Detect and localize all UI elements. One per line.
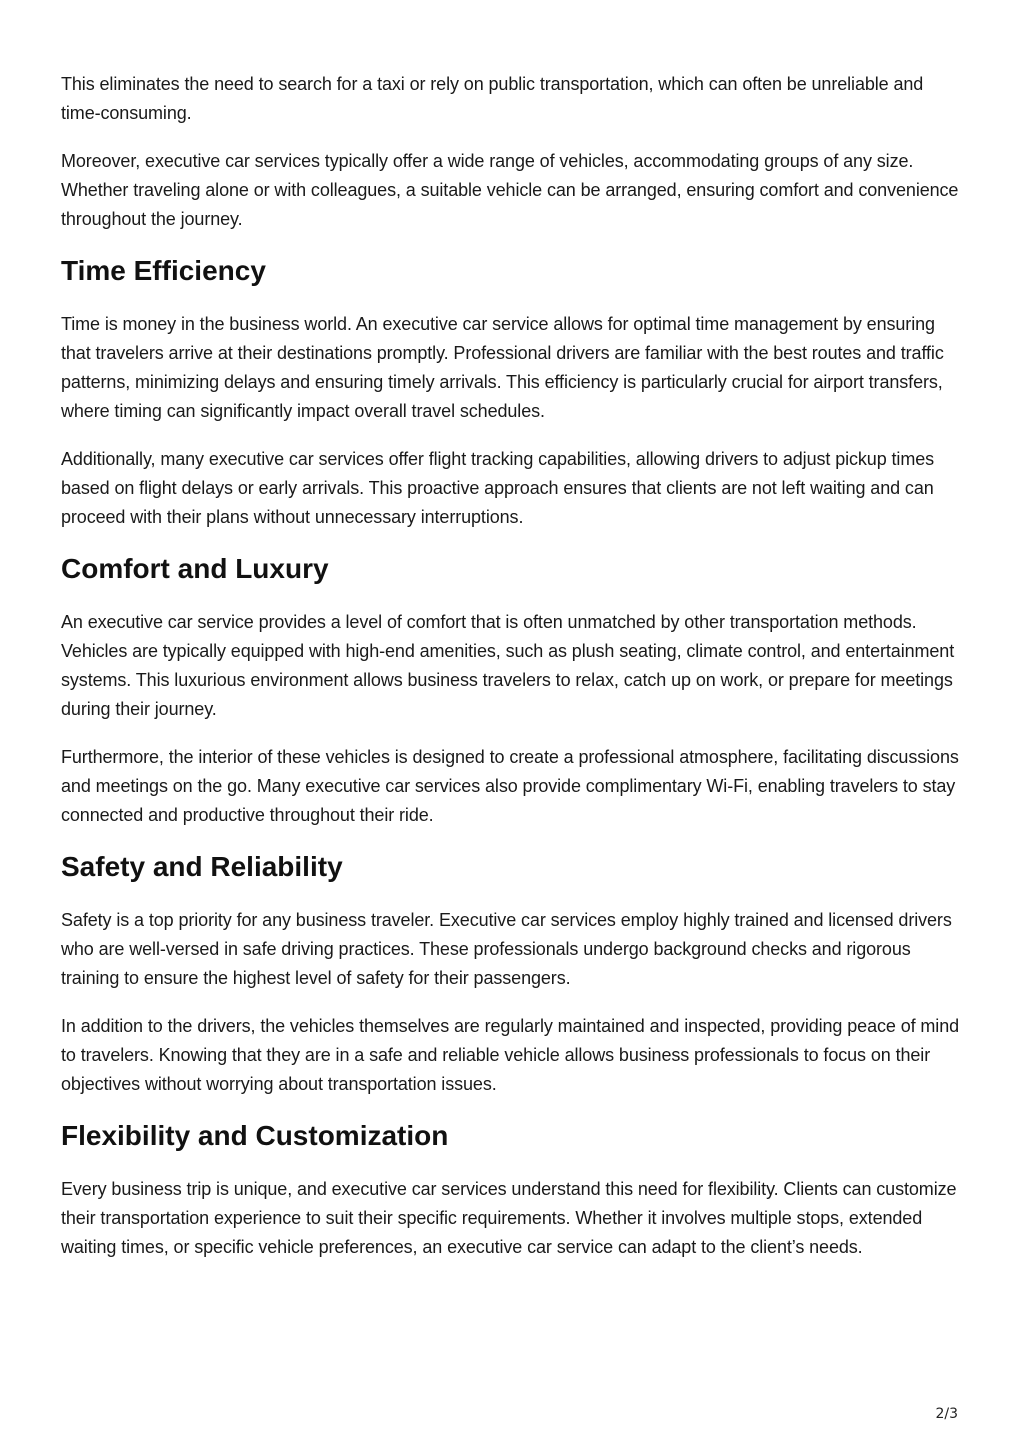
- section-paragraph: An executive car service provides a level of comfort that is often unmatched by other transportation methods. Vehicles are typically equipped with high-end amenities, such as plush seating, climate control, and entertainment systems. This luxurious environment allows business travelers to relax, catch up on work, or prepare for meetings during their journey.: [61, 612, 955, 719]
- section-safety-and-reliability: [61, 849, 966, 1099]
- document-page: [61, 70, 966, 1281]
- section-time-efficiency: [61, 253, 966, 532]
- section-paragraph: Safety is a top priority for any business traveler. Executive car services employ highly trained and licensed drivers who are well-versed in safe driving practices. These professionals undergo background checks and rigorous training to ensure the highest level of safety for their passengers.: [61, 910, 952, 988]
- section-paragraph: Furthermore, the interior of these vehicles is designed to create a professional atmosphere, facilitating discussions and meetings on the go. Many executive car services also provide complimentary Wi-Fi, enabling travelers to stay connected and productive throughout their ride.: [61, 747, 959, 825]
- section-paragraph: Every business trip is unique, and executive car services understand this need for flexibility. Clients can customize their transportation experience to suit their specific requirements. Whether it involves multiple stops, extended waiting times, or specific vehicle preferences, an executive car service can adapt to the client’s needs.: [61, 1179, 957, 1257]
- section-paragraph: Additionally, many executive car services offer flight tracking capabilities, allowing drivers to adjust pickup times based on flight delays or early arrivals. This proactive approach ensures that clients are not left waiting and can proceed with their plans without unnecessary interruptions.: [61, 449, 935, 527]
- section-flexibility-and-customization: [61, 1118, 966, 1262]
- section-heading: Safety and Reliability: [61, 851, 343, 882]
- section-heading: Time Efficiency: [61, 255, 266, 286]
- intro-paragraph-2: Moreover, executive car services typically offer a wide range of vehicles, accommodating groups of any size. Whether traveling alone or with colleagues, a suitable vehicle can be arranged, ensuring comfort and convenience throughout the journey.: [61, 151, 959, 229]
- intro-paragraph-1: This eliminates the need to search for a taxi or rely on public transportation, which can often be unreliable and time-consuming.: [61, 74, 924, 123]
- section-heading: Comfort and Luxury: [61, 553, 329, 584]
- page-number: 2/3: [935, 1406, 958, 1422]
- section-paragraph: In addition to the drivers, the vehicles themselves are regularly maintained and inspected, providing peace of mind to travelers. Knowing that they are in a safe and reliable vehicle allows business professionals to focus on their objectives without worrying about transportation issues.: [61, 1016, 960, 1094]
- section-paragraph: Time is money in the business world. An executive car service allows for optimal time management by ensuring that travelers arrive at their destinations promptly. Professional drivers are familiar with the best routes and traffic patterns, minimizing delays and ensuring timely arrivals. This efficiency is particularly crucial for airport transfers, where timing can significantly impact overall travel schedules.: [61, 314, 944, 421]
- section-comfort-and-luxury: [61, 551, 966, 830]
- section-heading: Flexibility and Customization: [61, 1120, 449, 1151]
